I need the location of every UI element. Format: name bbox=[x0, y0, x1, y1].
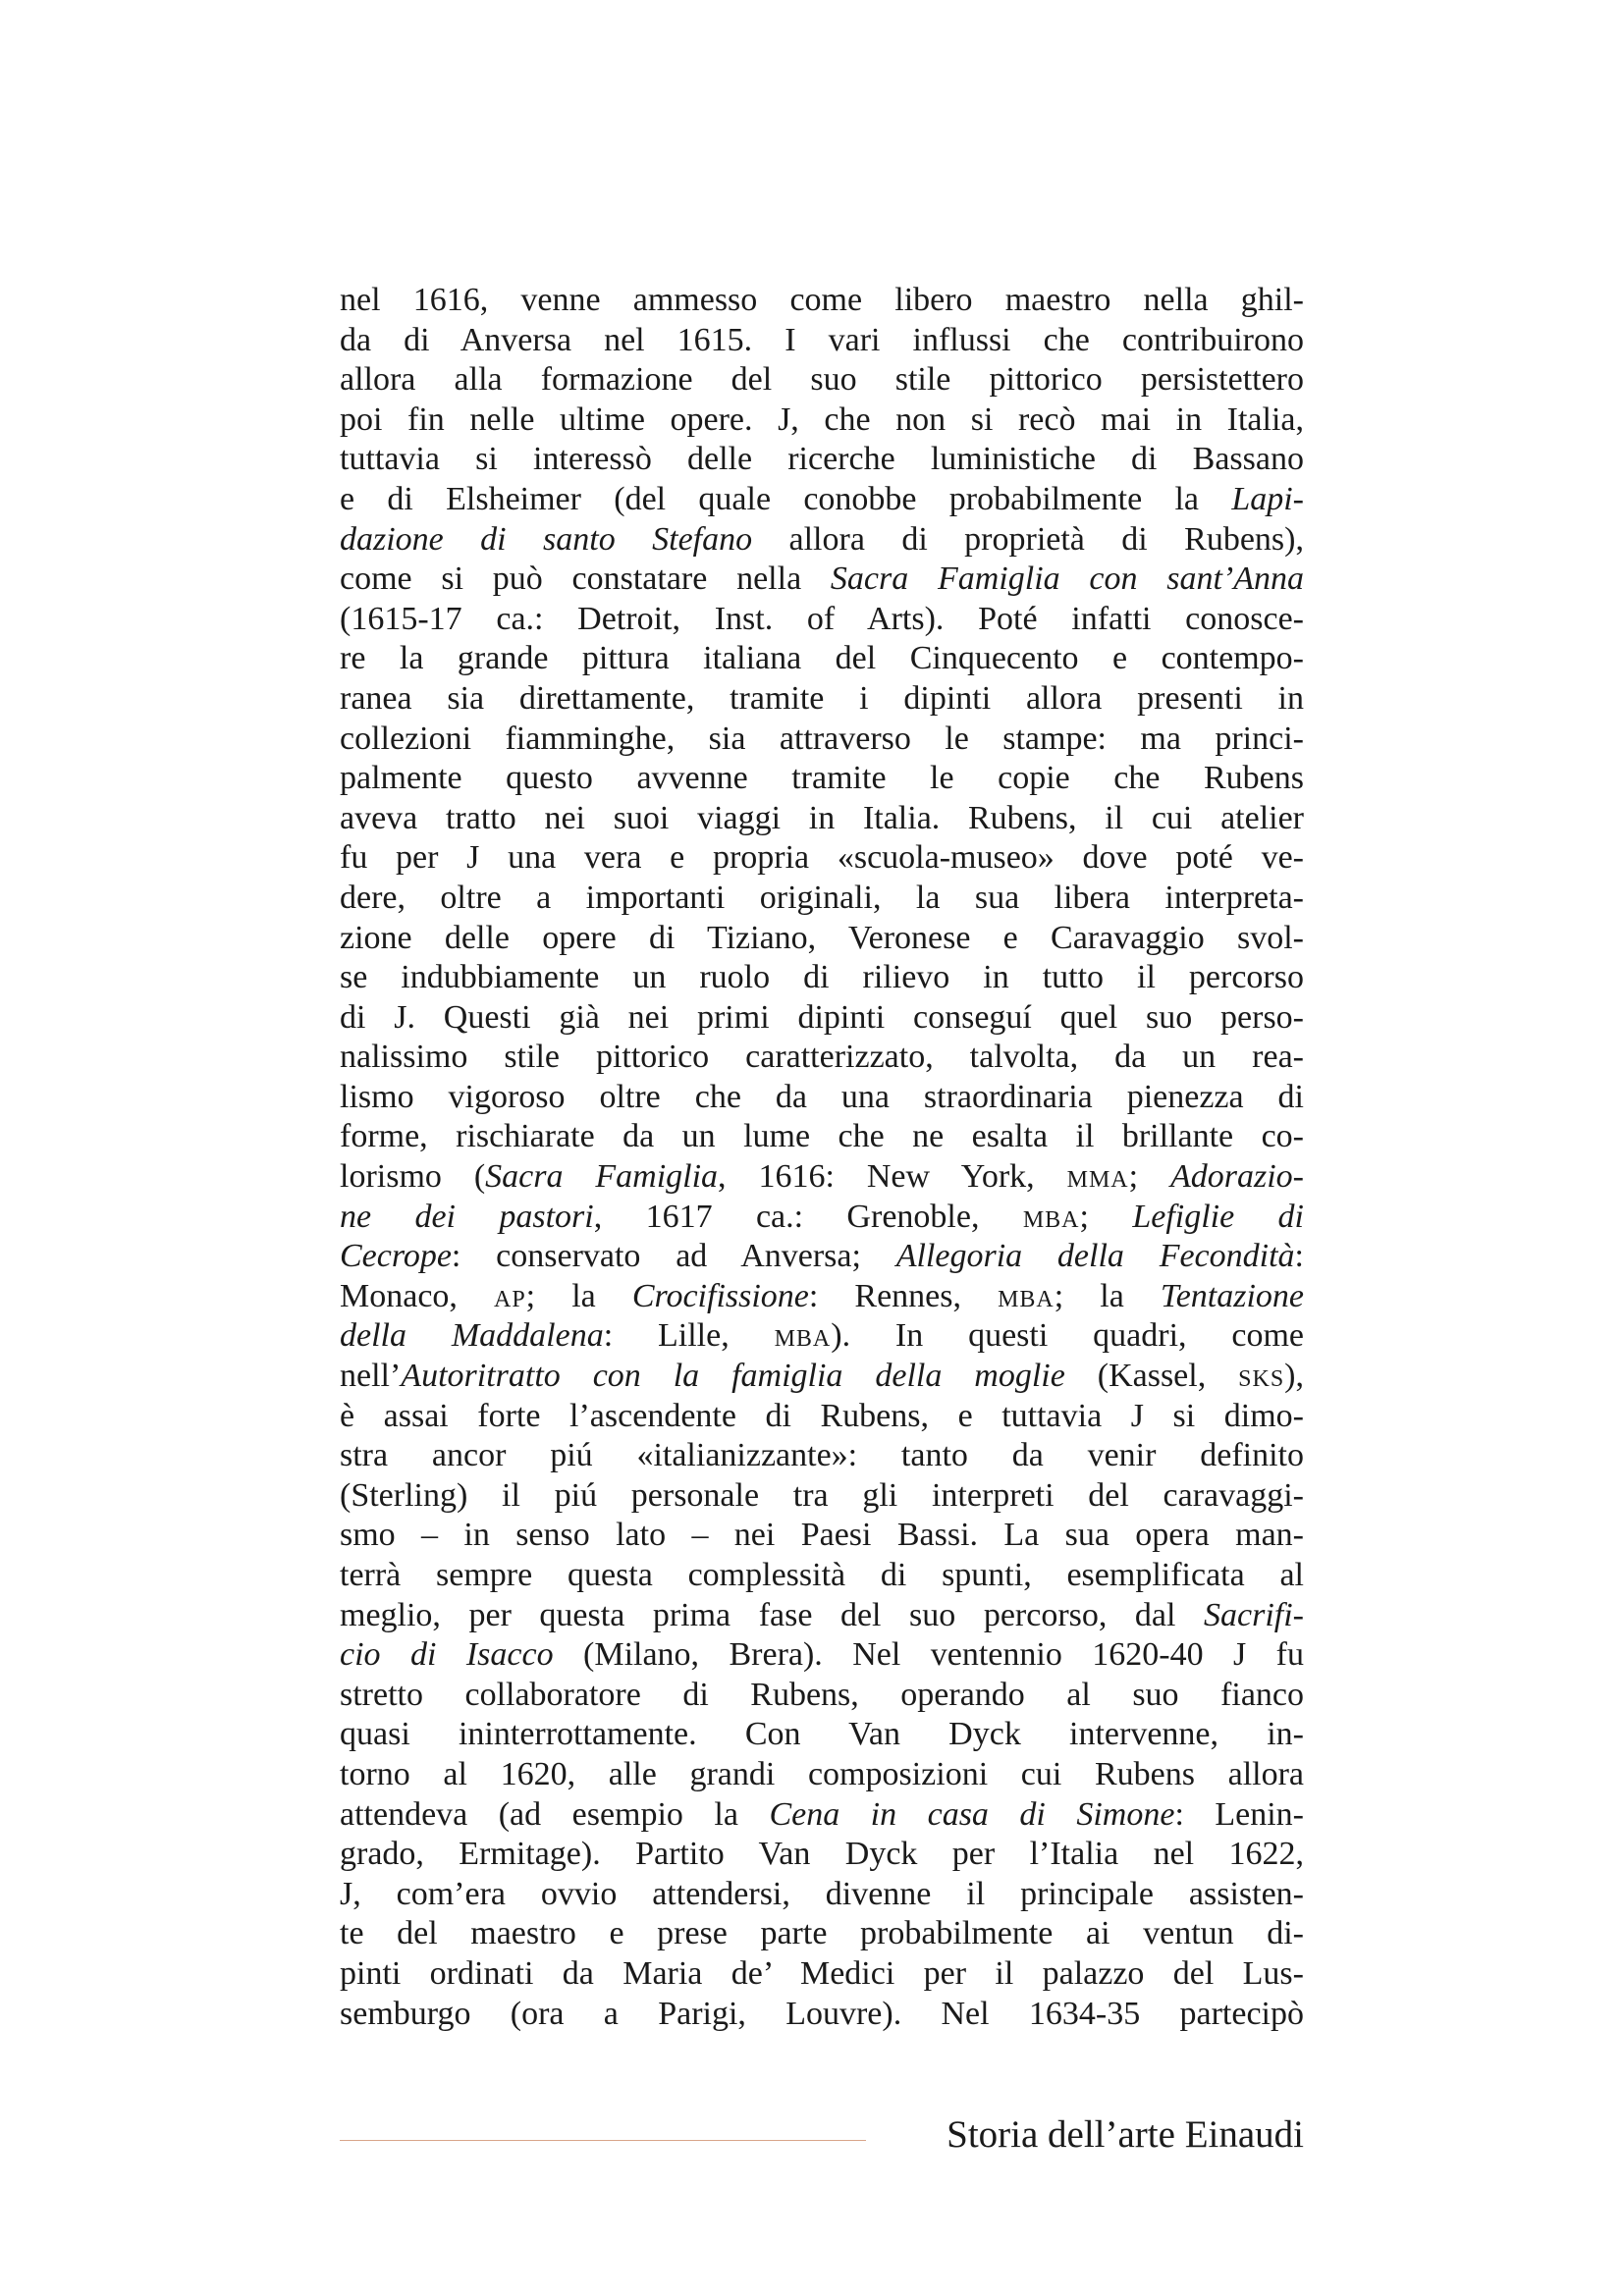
text-run: : Lille, bbox=[603, 1317, 775, 1355]
text-line bbox=[340, 1914, 1304, 1954]
body-text bbox=[340, 281, 1304, 2034]
text-run: terrà sempre questa complessità di spunti, esemplificata al bbox=[340, 1557, 1304, 1593]
text-run: (1615-17 ca.: Detroit, Inst. of Arts). Poté infatti conosce- bbox=[340, 600, 1304, 637]
text-line bbox=[340, 480, 1304, 520]
text-run: : conservato ad Anversa; bbox=[451, 1238, 896, 1275]
text-line bbox=[340, 321, 1304, 361]
text-run: di J. Questi già nei primi dipinti conseguí quel suo perso- bbox=[340, 998, 1304, 1036]
text-line bbox=[340, 879, 1304, 919]
text-line bbox=[340, 679, 1304, 720]
text-line bbox=[340, 1676, 1304, 1716]
text-run: lismo vigoroso oltre che da una straordinaria pienezza di bbox=[340, 1078, 1304, 1115]
abbreviation: ap bbox=[493, 1277, 526, 1314]
italic-title: cio di Isacco bbox=[340, 1636, 554, 1674]
italic-title: Sacra Famiglia con sant’Anna bbox=[830, 561, 1304, 598]
text-line bbox=[340, 1357, 1304, 1397]
text-run: nel 1616, venne ammesso come libero maestro nella ghil- bbox=[340, 282, 1304, 318]
text-run: tuttavia si interessò delle ricerche luministiche di Bassano bbox=[340, 441, 1304, 478]
text-run: collezioni fiamminghe, sia attraverso le stampe: ma princi- bbox=[340, 720, 1304, 757]
text-run: meglio, per questa prima fase del suo percorso, dal bbox=[340, 1596, 1205, 1633]
text-run: attendeva (ad esempio la bbox=[340, 1795, 770, 1833]
text-line bbox=[340, 1316, 1304, 1357]
text-run: ). In questi quadri, come bbox=[831, 1317, 1304, 1355]
text-run: poi fin nelle ultime opere. J, che non si recò mai in Italia, bbox=[340, 400, 1304, 438]
text-run: Monaco, bbox=[340, 1277, 494, 1314]
text-run: te del maestro e prese parte probabilmente ai ventun di- bbox=[340, 1915, 1304, 1952]
text-run: da di Anversa nel 1615. I vari influssi che contribuirono bbox=[340, 321, 1304, 358]
text-run: se indubbiamente un ruolo di rilievo in tutto il percorso bbox=[340, 959, 1304, 996]
italic-title: Allegoria della Fecondità bbox=[895, 1238, 1295, 1275]
text-run: lorismo ( bbox=[340, 1158, 486, 1196]
text-run: allora alla formazione del suo stile pittorico persistettero bbox=[340, 361, 1304, 399]
italic-title: ne dei pastori bbox=[340, 1198, 594, 1235]
text-line bbox=[340, 1078, 1304, 1118]
text-run: ; bbox=[1128, 1158, 1171, 1196]
text-run: (Kassel, bbox=[1064, 1358, 1239, 1395]
text-run: : Rennes, bbox=[808, 1277, 999, 1314]
text-run: J, com’era ovvio attendersi, divenne il principale assisten- bbox=[340, 1875, 1304, 1912]
text-run: grado, Ermitage). Partito Van Dyck per l’Italia nel 1622, bbox=[340, 1836, 1304, 1873]
text-line bbox=[340, 958, 1304, 998]
italic-title: della Maddalena bbox=[340, 1317, 604, 1355]
text-line bbox=[340, 1476, 1304, 1517]
footer-publisher-title: Storia dell’arte Einaudi bbox=[947, 2113, 1304, 2156]
text-run: (Milano, Brera). Nel ventennio 1620-40 J fu bbox=[553, 1636, 1304, 1674]
text-line bbox=[340, 1436, 1304, 1476]
text-line bbox=[340, 1995, 1304, 2035]
italic-title: Cena in casa di Simone bbox=[769, 1795, 1175, 1833]
text-run: stra ancor piú «italianizzante»: tanto da venir definito bbox=[340, 1437, 1304, 1474]
text-line bbox=[340, 799, 1304, 839]
text-run: pinti ordinati da Maria de’ Medici per il palazzo del Lus- bbox=[340, 1954, 1304, 1992]
text-line bbox=[340, 998, 1304, 1039]
text-line bbox=[340, 560, 1304, 600]
text-line bbox=[340, 1715, 1304, 1755]
italic-title: Autoritratto con la famiglia della moglie bbox=[401, 1358, 1065, 1395]
italic-title: Sacrifi- bbox=[1204, 1596, 1304, 1633]
text-line bbox=[340, 1198, 1304, 1238]
text-run: dere, oltre a importanti originali, la sua libera interpreta- bbox=[340, 879, 1304, 916]
text-run: ), bbox=[1284, 1358, 1304, 1395]
text-run: ranea sia direttamente, tramite i dipinti allora presenti in bbox=[340, 679, 1304, 717]
text-line bbox=[340, 919, 1304, 959]
text-line bbox=[340, 1237, 1304, 1277]
text-line bbox=[340, 838, 1304, 879]
text-run: aveva tratto nei suoi viaggi in Italia. Rubens, il cui atelier bbox=[340, 799, 1304, 836]
text-run: : bbox=[1294, 1238, 1304, 1275]
text-run: nell’ bbox=[340, 1358, 402, 1395]
text-run: nalissimo stile pittorico caratterizzato, talvolta, da un rea- bbox=[340, 1039, 1304, 1076]
text-run: semburgo (ora a Parigi, Louvre). Nel 1634-35 partecipò bbox=[340, 1995, 1304, 2032]
text-line bbox=[340, 1117, 1304, 1157]
text-line bbox=[340, 1157, 1304, 1198]
footer-rule bbox=[340, 2140, 866, 2141]
text-line bbox=[340, 400, 1304, 441]
text-run: allora di proprietà di Rubens), bbox=[752, 520, 1304, 558]
text-line bbox=[340, 1596, 1304, 1636]
text-run: ; la bbox=[1054, 1277, 1161, 1314]
italic-title: Cecrope bbox=[340, 1238, 452, 1275]
text-line bbox=[340, 1954, 1304, 1995]
text-line bbox=[340, 440, 1304, 480]
text-run: re la grande pittura italiana del Cinquecento e contempo- bbox=[340, 640, 1304, 677]
text-line bbox=[340, 1635, 1304, 1676]
text-line bbox=[340, 1755, 1304, 1795]
text-run: : Lenin- bbox=[1174, 1795, 1304, 1833]
text-line bbox=[340, 600, 1304, 640]
text-run: e di Elsheimer (del quale conobbe probabilmente la bbox=[340, 480, 1232, 517]
text-run: fu per J una vera e propria «scuola-museo» dove poté ve- bbox=[340, 839, 1304, 877]
italic-title: Tentazione bbox=[1160, 1277, 1304, 1314]
text-run: quasi ininterrottamente. Con Van Dyck intervenne, in- bbox=[340, 1716, 1304, 1753]
text-run: come si può constatare nella bbox=[340, 561, 831, 598]
text-line bbox=[340, 1038, 1304, 1078]
text-line bbox=[340, 1875, 1304, 1915]
abbreviation: mba bbox=[774, 1317, 832, 1355]
abbreviation: mma bbox=[1066, 1158, 1129, 1196]
text-run: , 1617 ca.: Grenoble, bbox=[593, 1198, 1023, 1235]
text-line bbox=[340, 520, 1304, 561]
text-run: smo – in senso lato – nei Paesi Bassi. La sua opera man- bbox=[340, 1517, 1304, 1554]
text-run: ; bbox=[1079, 1198, 1133, 1235]
text-line bbox=[340, 1556, 1304, 1596]
text-line bbox=[340, 1835, 1304, 1875]
text-run: stretto collaboratore di Rubens, operando al suo fianco bbox=[340, 1676, 1304, 1713]
text-run: torno al 1620, alle grandi composizioni cui Rubens allora bbox=[340, 1755, 1304, 1792]
italic-title: Adorazio- bbox=[1170, 1158, 1304, 1196]
italic-title: Lefiglie di bbox=[1132, 1198, 1304, 1235]
page-footer bbox=[340, 2110, 1304, 2160]
abbreviation: mba bbox=[998, 1277, 1055, 1314]
text-line bbox=[340, 759, 1304, 799]
text-line bbox=[340, 1795, 1304, 1836]
text-run: (Sterling) il piú personale tra gli interpreti del caravaggi- bbox=[340, 1476, 1304, 1514]
text-line bbox=[340, 1516, 1304, 1556]
text-run: palmente questo avvenne tramite le copie che Rubens bbox=[340, 760, 1304, 797]
text-run: ; la bbox=[525, 1277, 632, 1314]
abbreviation: sks bbox=[1238, 1358, 1285, 1395]
text-line bbox=[340, 720, 1304, 760]
text-run: zione delle opere di Tiziano, Veronese e Caravaggio svol- bbox=[340, 919, 1304, 956]
text-line bbox=[340, 1277, 1304, 1317]
text-line bbox=[340, 281, 1304, 321]
italic-title: Sacra Famiglia bbox=[485, 1158, 719, 1196]
text-line bbox=[340, 639, 1304, 679]
text-line bbox=[340, 360, 1304, 400]
text-run: forme, rischiarate da un lume che ne esalta il brillante co- bbox=[340, 1118, 1304, 1155]
italic-title: dazione di santo Stefano bbox=[340, 520, 753, 558]
abbreviation: mba bbox=[1022, 1198, 1080, 1235]
text-line bbox=[340, 1397, 1304, 1437]
text-run: è assai forte l’ascendente di Rubens, e tuttavia J si dimo- bbox=[340, 1397, 1304, 1434]
italic-title: Crocifissione bbox=[631, 1277, 809, 1314]
text-run: , 1616: New York, bbox=[718, 1158, 1067, 1196]
italic-title: Lapi- bbox=[1231, 480, 1304, 517]
